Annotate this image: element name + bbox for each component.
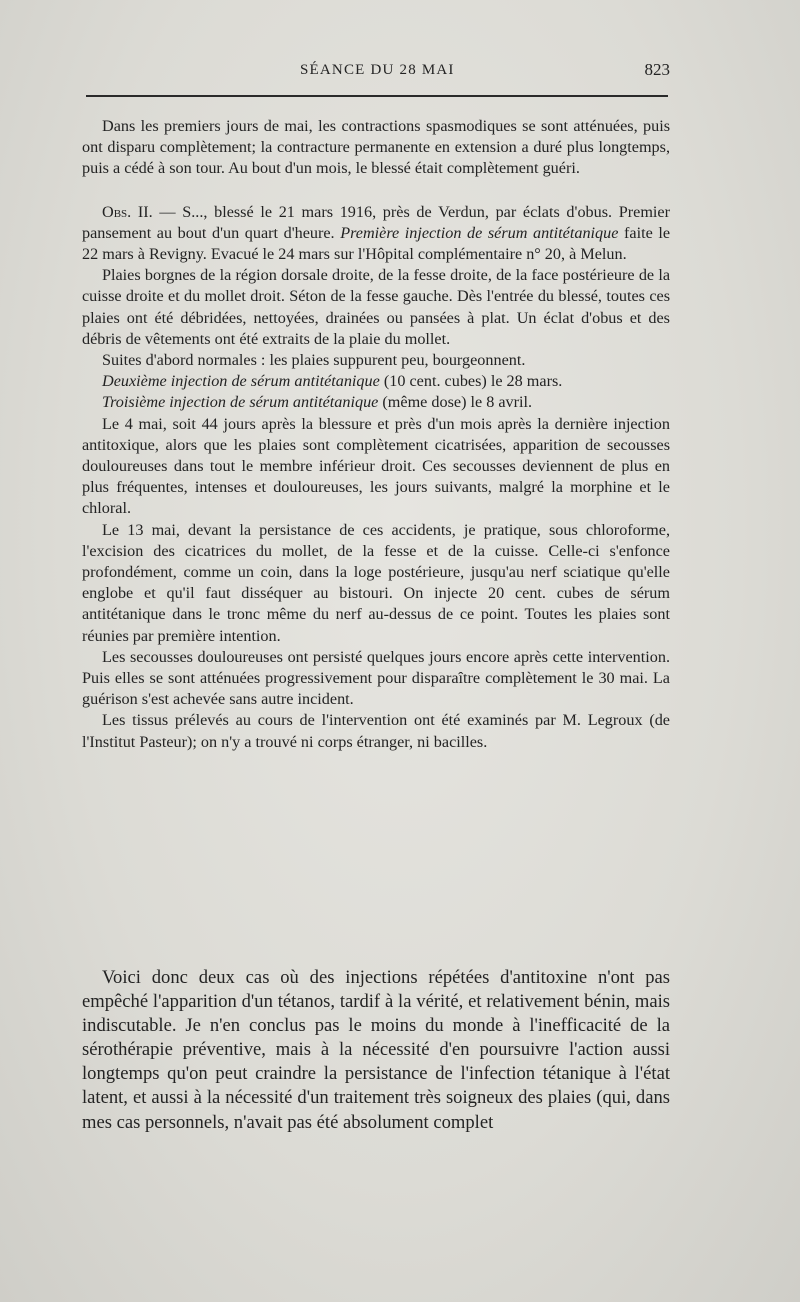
paragraph-third-injection: [82, 392, 670, 413]
observation-text-b: faite le 22 mars à Revigny. Evacué le 24 mars sur l'Hôpital complémentaire n° 20, à Melun.: [82, 223, 671, 264]
observation-text-a: — S..., blessé le 21 mars 1916, près de Verdun, par éclats d'obus. Premier pansement au bout d'un quart d'heure.: [82, 202, 670, 242]
paragraph-observation-2: [82, 202, 670, 266]
paragraph-recovery: Les secousses douloureuses ont persisté quelques jours encore après cette intervention. Puis elles se sont atténuées progressivement pour disparaître complètement le 30 mai. La guérison s'est achevée sans autre incident.: [82, 647, 670, 709]
paragraph-operation: Le 13 mai, devant la persistance de ces accidents, je pratique, sous chloroforme, l'excision des cicatrices du mollet, de la fesse et de la cuisse. Celle-ci s'enfonce profondément, comme un coin, dans la loge postérieure, jusqu'au nerf sciatique qu'elle englobe et qu'il faut disséquer au bistouri. On injecte 20 cent. cubes de sérum antitétanique dans le tronc même du nerf au-dessus de ce point. Toutes les plaies sont réunies par première intention.: [82, 520, 670, 645]
third-injection-italic: Troisième injection de sérum antitétanique: [102, 393, 379, 412]
page-header: [86, 58, 670, 84]
paragraph-examination: Les tissus prélevés au cours de l'intervention ont été examinés par M. Legroux (de l'Institut Pasteur); on n'y a trouvé ni corps étranger, ni bacilles.: [82, 711, 670, 751]
page-number: 823: [644, 60, 670, 79]
observation-italic: Première injection de sérum antitétanique: [340, 223, 619, 242]
paragraph-conclusion: Voici donc deux cas où des injections répétées d'antitoxine n'ont pas empêché l'apparition d'un tétanos, tardif à la vérité, et relativement bénin, mais indiscutable. Je n'en conclus pas le moins du monde à l'inefficacité de la sérothérapie préventive, mais à la nécessité d'en poursuivre l'action aussi longtemps qu'on peut craindre la persistance de l'infection tétanique à l'état latent, et aussi à la nécessité d'un traitement très soigneux des plaies (qui, dans mes cas personnels, n'avait pas été absolument complet: [82, 967, 670, 1133]
case-report-text: [82, 116, 670, 753]
conclusion-text: [82, 966, 670, 1135]
third-injection-text: (même dose) le 8 avril.: [378, 393, 533, 412]
paragraph-second-injection: [82, 371, 670, 392]
second-injection-italic: Deuxième injection de sérum antitétanique: [102, 372, 380, 391]
paragraph-course: Suites d'abord normales : les plaies suppurent peu, bourgeonnent.: [102, 351, 526, 370]
paragraph-case-1-outcome: Dans les premiers jours de mai, les contractions spasmodiques se sont atténuées, puis ont disparu complètement; la contracture permanente en extension a duré plus longtemps, puis a cédé à son tour. Au bout d'un mois, le blessé était complètement guéri.: [82, 117, 670, 178]
running-title: SÉANCE DU 28 MAI: [300, 62, 455, 78]
paragraph-wounds: Plaies borgnes de la région dorsale droite, de la fesse droite, de la face postérieure de la cuisse droite et du mollet droit. Séton de la fesse gauche. Dès l'entrée du blessé, toutes ces plaies ont été débridées, nettoyées, drainées ou pansées à plat. Un éclat d'obus et des débris de vêtements ont été extraits de la plaie du mollet.: [82, 266, 670, 348]
observation-label: Obs. II.: [102, 202, 153, 221]
paragraph-onset: Le 4 mai, soit 44 jours après la blessure et près d'un mois après la dernière injection antitoxique, alors que les plaies sont complètement cicatrisées, apparition de secousses douloureuses dans tout le membre inférieur droit. Ces secousses deviennent de plus en plus fréquentes, intenses et douloureuses, les jours suivants, malgré la morphine et le chloral.: [82, 414, 670, 518]
second-injection-text: (10 cent. cubes) le 28 mars.: [379, 372, 563, 391]
header-rule: [86, 95, 668, 97]
